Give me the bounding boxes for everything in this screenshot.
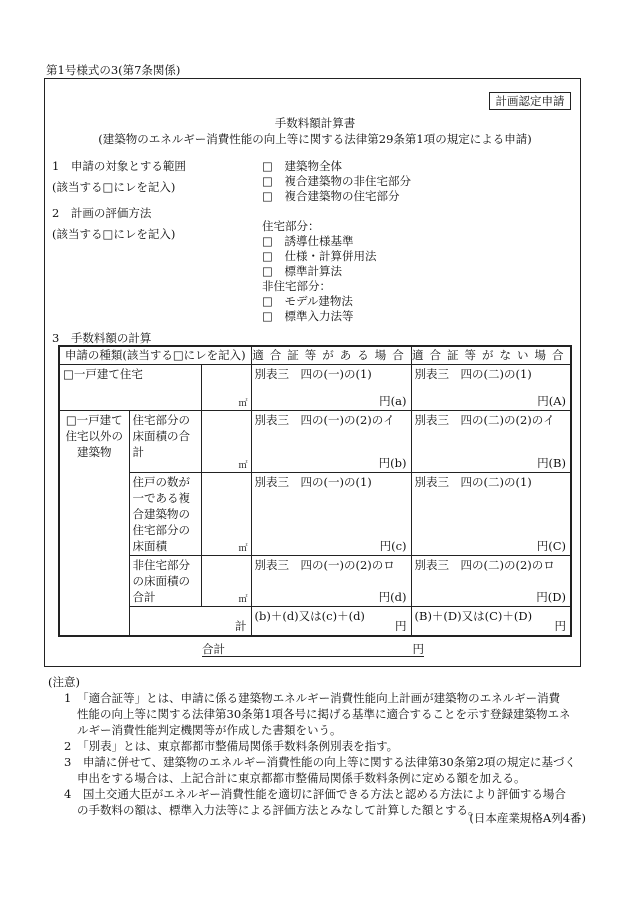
table-header-row [59,346,571,364]
application-type-badge: 計画認定申請 [489,92,571,110]
header-with-certificate: 適合証等がある場合 [252,348,410,362]
area-input-nonresidential[interactable]: ㎡ [201,555,251,606]
nonresidential-label: 非住宅部分： [262,279,331,293]
method-option-model-building[interactable]: □ モデル建物法 [262,294,353,308]
area-input-single-unit[interactable]: ㎡ [201,472,251,555]
scope-option-residential[interactable]: □ 複合建築物の住宅部分 [262,189,400,203]
scope-option-whole[interactable]: □ 建築物全体 [262,159,342,173]
section3-label: 3 手数料額の計算 [52,331,152,345]
note-1: 1 「適合証等」とは、申請に係る建築物エネルギー消費性能向上計画が建築物のエネルギー消費 性能の向上等に関する法律第30条第1項各号に掲げる基準に適合することを示す登録建築物エネ ルギー消費性能判定機関等が作成した書類をいう。 [64,691,571,737]
fee-with-nonresidential[interactable]: 別表三 四の(一)の(2)のロ 円(d) [251,555,411,606]
table-row [59,410,571,472]
subrow-nonresidential-area: 非住宅部分の床面積の合計 [129,555,201,606]
checkbox-icon: □ [262,189,273,203]
grand-total-label: 合計 [202,642,225,656]
checkbox-icon: □ [262,234,273,248]
checkbox-icon: □ [262,159,273,173]
total-label-cell: 計 [129,606,251,636]
method-option-guided[interactable]: □ 誘導仕様基準 [262,234,354,248]
grand-total-line[interactable] [202,641,424,657]
fee-calculation-table [58,345,572,637]
grand-total-unit: 円 [412,642,424,656]
fee-with-detached[interactable]: 別表三 四の(一)の(1) 円(a) [251,364,411,410]
form-subtitle: (建築物のエネルギー消費性能の向上等に関する法律第29条第1項の規定による申請) [98,132,532,146]
notes-title: (注意) [48,675,80,689]
total-with[interactable]: (b)＋(d)又は(c)＋(d) 円 [251,606,411,636]
paper-size-footer: (日本産業規格A列4番) [469,811,586,825]
fee-with-single-unit[interactable]: 別表三 四の(一)の(1) 円(c) [251,472,411,555]
section2-hint: (該当する□にレを記入) [52,227,176,241]
note-2: 2 「別表」とは、東京都都市整備局関係手数料条例別表を指す。 [64,739,399,753]
method-option-standard-input[interactable]: □ 標準入力法等 [262,309,354,323]
checkbox-icon: □ [262,294,273,308]
checkbox-icon: □ [262,174,273,188]
header-type: 申請の種類(該当する□にレを記入) [59,346,251,364]
fee-without-detached[interactable]: 別表三 四の(二)の(1) 円(A) [411,364,571,410]
header-without-certificate: 適合証等がない場合 [412,348,570,362]
fee-with-residential[interactable]: 別表三 四の(一)の(2)のイ 円(b) [251,410,411,472]
total-without[interactable]: (B)＋(D)又は(C)＋(D) 円 [411,606,571,636]
table-row-total [59,606,571,636]
fee-without-nonresidential[interactable]: 別表三 四の(二)の(2)のロ 円(D) [411,555,571,606]
table-row [59,555,571,606]
section1-label: 1 申請の対象とする範囲 [52,159,186,173]
note-3: 3 申請に併せて、建築物のエネルギー消費性能の向上等に関する法律第30条第2項の規定に基づく 申出をする場合は、上記合計に東京都都市整備局関係手数料条例に定める額を加える。 [64,755,577,785]
table-row [59,364,571,410]
section1-hint: (該当する□にレを記入) [52,180,176,194]
checkbox-icon: □ [262,309,273,323]
section2-label: 2 計画の評価方法 [52,206,152,220]
method-option-standard[interactable]: □ 標準計算法 [262,264,342,278]
form-title: 手数料額計算書 [274,116,356,130]
area-input-residential[interactable]: ㎡ [201,410,251,472]
checkbox-icon: □ [262,249,273,263]
fee-without-single-unit[interactable]: 別表三 四の(二)の(1) 円(C) [411,472,571,555]
row-other-building[interactable]: □一戸建て住宅以外の建築物 [59,410,129,636]
checkbox-icon: □ [262,264,273,278]
subrow-single-unit-area: 住戸の数が一である複合建築物の住宅部分の床面積 [129,472,201,555]
scope-option-nonresidential[interactable]: □ 複合建築物の非住宅部分 [262,174,411,188]
form-number: 第1号様式の3(第7条関係) [46,63,181,77]
residential-label: 住宅部分： [262,219,320,233]
area-input-detached[interactable]: ㎡ [201,364,251,410]
subrow-residential-area: 住宅部分の床面積の合計 [129,410,201,472]
row-detached-house[interactable]: □一戸建て住宅 [59,364,201,410]
fee-without-residential[interactable]: 別表三 四の(二)の(2)のイ 円(B) [411,410,571,472]
note-4: 4 国土交通大臣がエネルギー消費性能を適切に評価できる方法と認める方法により評価する場合 の手数料の額は、標準入力法等による評価方法とみなして計算した額とする。 [64,787,566,817]
table-row [59,472,571,555]
method-option-combined[interactable]: □ 仕様・計算併用法 [262,249,377,263]
